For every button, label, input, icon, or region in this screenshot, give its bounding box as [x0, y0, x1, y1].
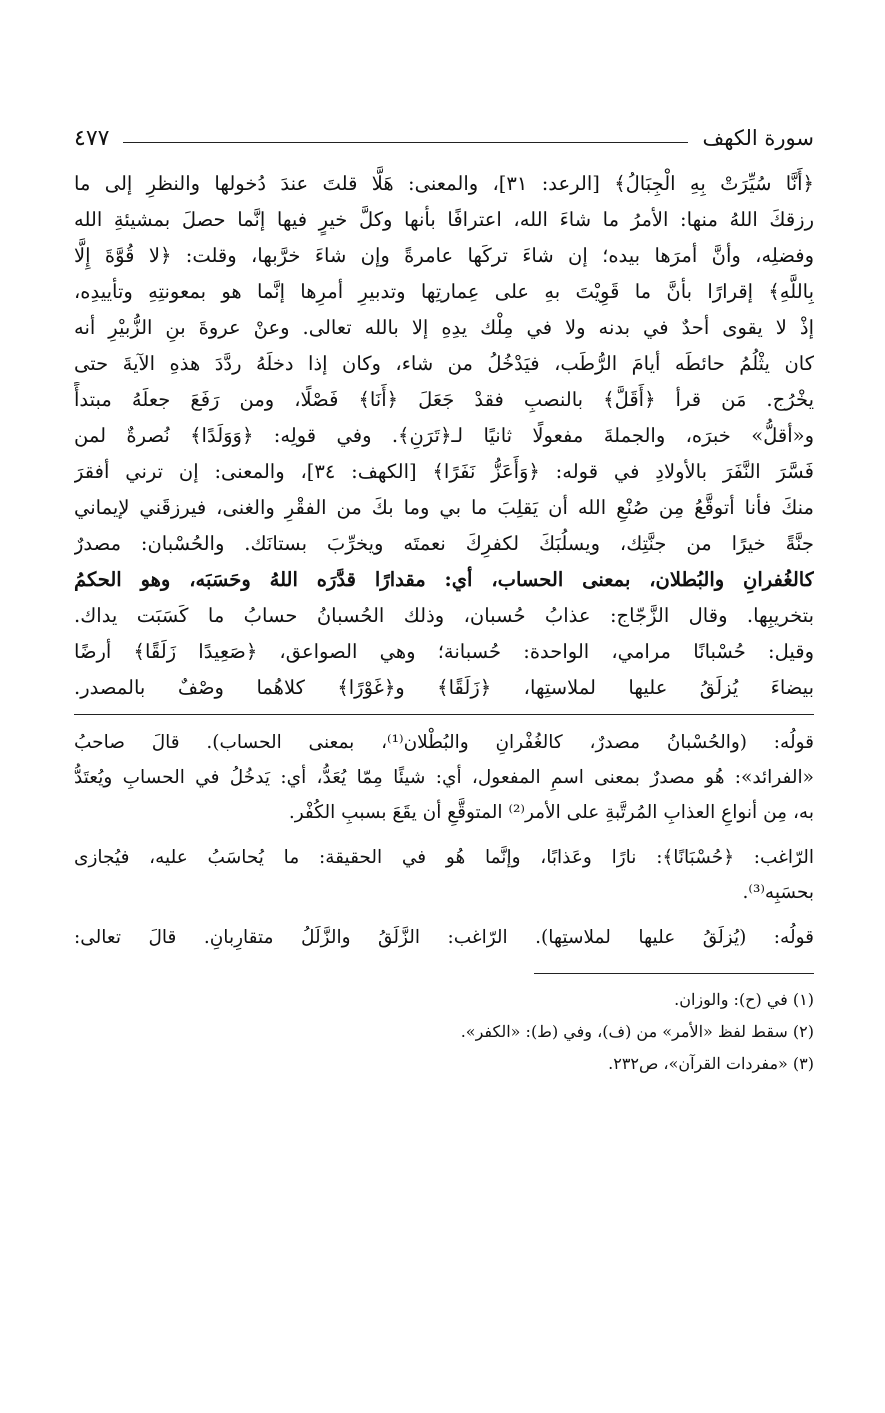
commentary-line: «الفرائد»: هُو مصدرٌ بمعنى اسمِ المفعول، أي: شيئًا مِمّا يُعَدُّ، أي: يَدخُلُ في الحسابِ ويُعتَدُّ: [74, 767, 814, 788]
main-text-line: بتخريبِها. وقال الزَّجّاج: عذابُ حُسبان، وذلك الحُسبانُ حسابُ ما كَسَبَت يداك.: [74, 604, 814, 627]
commentary-line: قولُه: (يُزلَقُ عليها لملاستِها). الرّاغب: الزَّلَقُ والزَّلَلُ متقارِبانِ. قالَ تعالى:: [74, 927, 814, 948]
main-text-line: فَسَّرَ النَّفَرَ بالأولادِ في قوله: ﴿وَأَعَزُّ نَفَرًا﴾ [الكهف: ٣٤]، والمعنى: إن ترني أفقرَ: [74, 460, 814, 483]
commentary-line: به، مِن أنواعِ العذابِ المُرتَّبةِ على الأمر⁽²⁾ المتوقَّعِ أن يقَعَ بسببِ الكُفْر.: [288, 802, 814, 823]
main-text-line: جنَّةً خيرًا من جنَّتِك، ويسلُبَكَ لكفرِكَ نعمتَه ويخرِّبَ بستانَك. والحُسْبان: مصدرٌ: [74, 532, 814, 555]
main-text-line: وفضلِه، وأنَّ أمرَها بيده؛ إن شاءَ تركَها عامرةً وإن شاءَ خرَّبها، وقلت: ﴿لا قُوَّةَ إِلَّا: [74, 244, 814, 267]
main-text-line: و«أقلُّ» خبرَه، والجملةَ مفعولًا ثانيًا لـ﴿تَرَنِ﴾. وفي قولِه: ﴿وَوَلَدًا﴾ نُصرةٌ لمن: [74, 424, 814, 447]
footnotes: [74, 984, 814, 1080]
main-text-line: يخْرُج. مَن قرأ ﴿أَقَلَّ﴾ بالنصبِ فقدْ جَعَلَ ﴿أَنَا﴾ فَصْلًا، ومن رَفَعَ جعلَهُ مبتدأً: [74, 388, 814, 411]
surah-title: سورة الكهف: [702, 126, 814, 150]
main-text-line: وقيل: حُسْبانًا مرامي، الواحدة: حُسبانة؛ وهي الصواعق، ﴿صَعِيدًا زَلَقًا﴾ أرضًا: [74, 640, 814, 663]
main-text-line: كان يثْلُمُ حائطَه أيامَ الرُّطَب، فيَدْخُلُ من شاء، وكان إذا دخلَهُ ردَّدَ هذهِ الآيةَ حتى: [74, 352, 814, 375]
footnote: (٣) «مفردات القرآن»، ص٢٣٢.: [608, 1054, 814, 1073]
main-text-line: منكَ فأنا أتوقَّعُ مِن صُنْعِ الله أن يَقلِبَ ما بي وما بكَ من الفقْرِ والغنى، فيرزقَني لإيماني: [74, 496, 814, 519]
commentary-line: الرّاغب: ﴿حُسْبَانًا﴾: نارًا وعَذابًا، وإنَّما هُو في الحقيقة: ما يُحاسَبُ عليه، فيُجازى: [74, 847, 814, 868]
main-text: [74, 166, 814, 706]
page-number: ٤٧٧: [74, 125, 110, 151]
main-text-line: رزقكَ اللهُ منها: الأمرُ ما شاءَ الله، اعترافًا بأنها وكلَّ خيرٍ فيها إنَّما حصلَ بمشيئةِ الله: [74, 208, 814, 231]
footnote: (١) في (ح): والوزان.: [674, 990, 814, 1009]
main-text-line: إذْ لا يقوى أحدٌ في بدنه ولا في مِلْك يدِهِ إلا بالله تعالى. وعنْ عروةَ بنِ الزُّبيْرِ أنه: [74, 316, 814, 339]
commentary-line: قولُه: (والحُسْبانُ مصدرٌ، كالغُفْرانِ والبُطْلان⁽¹⁾، بمعنى الحساب). قالَ صاحبُ: [74, 732, 814, 753]
footnote-divider: [534, 973, 814, 974]
main-text-line: بِاللَّهِ﴾ إقرارًا بأنَّ ما قَوِيْتَ بهِ على عِمارتِها وتدبيرِ أمرِها إنَّما هو بمعونتِهِ وتأييدِه،: [74, 280, 814, 303]
main-text-line: ﴿أَنَّا سُيِّرَتْ بِهِ الْجِبَالُ﴾ [الرعد: ٣١]، والمعنى: هَلَّا قلتَ عندَ دُخولها والنظرِ إلى ما: [74, 172, 814, 195]
document-page: [74, 118, 814, 1080]
header-rule: [123, 142, 688, 143]
main-text-line: بيضاءَ يُزلَقُ عليها لملاستِها، ﴿زَلَقًا﴾ و﴿غَوْرًا﴾ كلاهُما وصْفٌ بالمصدر.: [74, 676, 814, 699]
commentary-line: بحسَبِه⁽³⁾.: [742, 882, 814, 903]
section-divider: [74, 714, 814, 715]
main-text-line: كالغُفرانِ والبُطلان، بمعنى الحساب، أي: مقدارًا قدَّرَه اللهُ وحَسَبَه، وهو الحكمُ: [74, 568, 814, 591]
footnote: (٢) سقط لفظ «الأمر» من (ف)، وفي (ط): «الكفر».: [460, 1022, 814, 1041]
commentary: [74, 725, 814, 955]
page-header: [74, 118, 814, 158]
